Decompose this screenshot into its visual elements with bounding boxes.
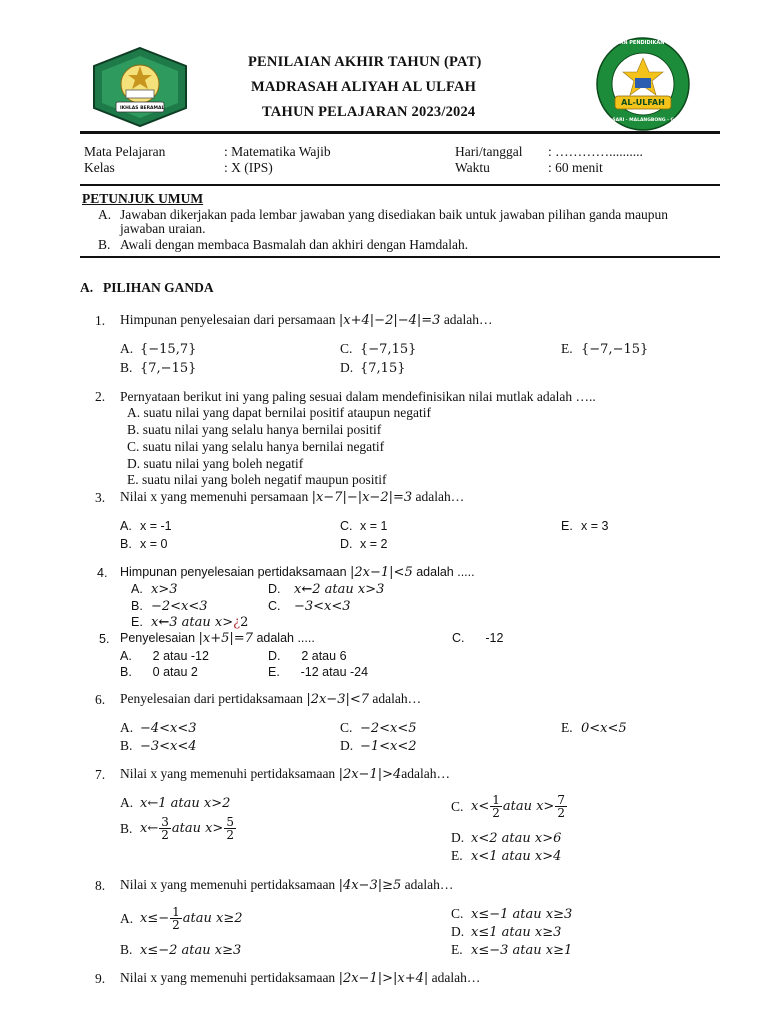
option-label: E. [451, 942, 463, 957]
question-suffix: adalah… [404, 877, 454, 892]
option-label: C. [340, 341, 353, 356]
option-var: x≤− [140, 911, 170, 926]
numerator: 3 [161, 815, 169, 829]
option-b [120, 537, 167, 551]
question-number: 3. [95, 490, 106, 505]
option-e [561, 341, 648, 357]
instruction-a-label: A. [98, 207, 112, 222]
option-label: A. [120, 341, 134, 356]
question-suffix: adalah… [372, 691, 422, 706]
option-label: C. [451, 906, 464, 921]
option-b [131, 599, 208, 614]
option-d [340, 537, 387, 551]
option-a [120, 519, 172, 533]
class-label: Kelas [84, 160, 115, 175]
option-value: 2 atau x>3 [312, 582, 385, 597]
question-number: 1. [95, 313, 106, 328]
option-label: E. [561, 341, 573, 356]
option-c [340, 519, 387, 533]
question-text [120, 766, 450, 782]
instruction-a-line-2: jawaban uraian. [120, 221, 206, 236]
option-label: A. [120, 720, 134, 735]
option-label: B. [120, 942, 133, 957]
option-value: {−7,−15} [581, 342, 649, 357]
instruction-a-line-1: Jawaban dikerjakan pada lembar jawaban yang disediakan baik untuk jawaban pilihan ganda maupun [120, 207, 669, 222]
option-label: B. [131, 599, 143, 613]
option-d [340, 360, 406, 376]
option-artifact: ¿ [233, 615, 241, 630]
question-text: Pernyataan berikut ini yang paling sesuai dalam mendefinisikan nilai mutlak adalah ….. [120, 389, 596, 404]
option-value: x≤−2 atau x≥3 [140, 943, 242, 958]
option-a: A. suatu nilai yang dapat bernilai positif ataupun negatif [127, 405, 432, 420]
option-label: D. [340, 360, 354, 375]
option-a: A. 2 atau -12 [120, 649, 209, 663]
option-label: D. [451, 830, 465, 845]
option-c [340, 341, 416, 357]
question-number: 6. [95, 692, 106, 707]
option-b [120, 738, 197, 754]
option-e [561, 519, 608, 533]
option-d: D. 2 atau 6 [268, 649, 347, 663]
option-tail: 2 [240, 615, 249, 630]
option-b [120, 942, 241, 958]
option-value: x≤1 atau x≥3 [471, 925, 562, 940]
option-value: x = -1 [140, 519, 172, 533]
option-value: x>3 [151, 582, 178, 597]
option-value: {−7,15} [360, 342, 417, 357]
option-a [120, 795, 230, 811]
option-a [131, 582, 178, 597]
option-value: x = 2 [360, 537, 388, 551]
option-b: B. 0 atau 2 [120, 665, 198, 679]
madrasah-logo-left [90, 44, 190, 130]
question-suffix: adalah… [415, 489, 465, 504]
option-label: A. [131, 582, 143, 596]
fraction [170, 906, 182, 931]
question-stem: Nilai x yang memenuhi pertidaksamaan [120, 766, 336, 781]
option-value: x<1 atau x>4 [471, 849, 562, 864]
question-number: 9. [95, 971, 106, 986]
option-c: C. suatu nilai yang selalu hanya bernilai negatif [127, 439, 385, 454]
question-stem: Himpunan penyelesaian dari persamaan [120, 312, 336, 327]
option-value: −2<x<5 [360, 721, 417, 736]
option-value: −3<x<4 [140, 739, 197, 754]
fraction [224, 816, 236, 841]
equation: |x+5|=7 [198, 631, 253, 646]
numerator: 7 [557, 793, 565, 807]
equation: |2x−1|>4 [338, 767, 402, 782]
denominator: 2 [161, 828, 169, 842]
option-value: x≤−3 atau x≥1 [471, 943, 573, 958]
option-label: E. [561, 720, 573, 735]
option-e: E. -12 atau -24 [268, 665, 369, 679]
option-value: atau x≥2 [182, 911, 243, 926]
option-value: 3 atau x> [169, 615, 234, 630]
option-value: atau x> [502, 799, 555, 814]
option-b [120, 816, 237, 841]
option-a [120, 341, 196, 357]
header-line-2: MADRASAH ALIYAH AL ULFAH [251, 79, 477, 95]
subject-value: : Matematika Wajib [224, 144, 331, 159]
question-suffix: adalah… [443, 312, 493, 327]
option-e [131, 615, 248, 630]
option-e [451, 942, 572, 958]
option-label: D. [340, 738, 354, 753]
equation: |2x−1|>|x+4| [338, 971, 429, 986]
option-d: D. suatu nilai yang boleh negatif [127, 456, 304, 471]
option-d [268, 582, 384, 597]
option-var: x← [140, 821, 159, 836]
equation: |2x−1|<5 [350, 565, 413, 580]
option-label: D. [451, 924, 465, 939]
question-stem: Penyelesaian dari pertidaksamaan [120, 691, 303, 706]
option-c: C. -12 [452, 631, 504, 645]
question-number: 8. [95, 878, 106, 893]
instructions-title: PETUNJUK UMUM [82, 191, 204, 206]
option-b: B. suatu nilai yang selalu hanya bernilai positif [127, 422, 382, 437]
option-d [340, 738, 417, 754]
question-text [120, 691, 421, 707]
numerator: 1 [172, 905, 180, 919]
left-logo-motto: IKHLAS BERAMAL [120, 106, 165, 111]
option-a [120, 720, 197, 736]
question-suffix: adalah ..... [416, 565, 475, 579]
option-value: x = 0 [140, 537, 168, 551]
option-label: B. [120, 537, 132, 551]
question-stem: Nilai x yang memenuhi pertidaksamaan [120, 877, 336, 892]
option-label: D. [268, 582, 281, 596]
instruction-b-text: Awali dengan membaca Basmalah dan akhiri dengan Hamdalah. [120, 237, 469, 252]
section-label: A. [80, 280, 94, 295]
option-value: x≤−1 atau x≥3 [471, 907, 573, 922]
time-label: Waktu [455, 160, 490, 175]
option-arrow: ← [301, 582, 313, 597]
denominator: 2 [226, 828, 234, 842]
question-suffix: adalah… [401, 766, 450, 781]
question-stem: Nilai x yang memenuhi pertidaksamaan [120, 970, 336, 985]
option-value: {7,−15} [140, 361, 197, 376]
option-d [451, 830, 561, 846]
question-text [120, 877, 453, 893]
header-divider [80, 131, 720, 134]
option-value: −4<x<3 [140, 721, 197, 736]
option-c [268, 599, 351, 614]
option-value: 0<x<5 [581, 721, 627, 736]
question-number: 5. [99, 632, 110, 646]
time-value: : 60 menit [548, 160, 603, 175]
option-label: C. [340, 519, 353, 533]
header-line-1: PENILAIAN AKHIR TAHUN (PAT) [248, 54, 482, 70]
question-stem: Himpunan penyelesaian pertidaksamaan [120, 565, 347, 579]
option-value: −1<x<2 [360, 739, 417, 754]
class-value: : X (IPS) [224, 160, 273, 175]
option-value: {−15,7} [140, 342, 197, 357]
fraction [159, 816, 171, 841]
question-stem: Penyelesaian [120, 631, 196, 645]
question-text [120, 489, 464, 505]
date-value: : ………….......... [548, 144, 643, 159]
option-label: C. [340, 720, 353, 735]
fraction [490, 794, 502, 819]
option-c [451, 906, 572, 922]
instructions-divider [80, 256, 720, 258]
option-var: x [294, 582, 302, 597]
question-text [120, 565, 475, 580]
right-logo-banner: AL-ULFAH [621, 98, 665, 107]
question-text [120, 631, 315, 646]
option-var: x [151, 615, 159, 630]
question-text [120, 970, 480, 986]
question-text [120, 312, 493, 328]
option-label: D. [340, 537, 353, 551]
numerator: 1 [492, 793, 500, 807]
question-number: 7. [95, 767, 106, 782]
option-label: E. [131, 615, 143, 629]
question-stem: Nilai x yang memenuhi persamaan [120, 489, 309, 504]
option-label: A. [120, 519, 132, 533]
option-e [451, 848, 561, 864]
option-value: atau x> [171, 821, 224, 836]
option-a [120, 906, 243, 931]
equation: |x−7|−|x−2|=3 [311, 490, 413, 505]
option-label: E. [561, 519, 573, 533]
question-number: 4. [97, 566, 108, 580]
denominator: 2 [557, 806, 565, 820]
option-b [120, 360, 196, 376]
option-label: C. [451, 798, 464, 814]
option-value: x = 1 [360, 519, 388, 533]
fraction [555, 794, 567, 819]
option-value: −3<x<3 [294, 599, 351, 614]
option-label: A. [120, 910, 134, 926]
right-logo-ring-top: YAYASAN PENDIDIKAN ISLAM [602, 40, 684, 46]
option-label: B. [120, 820, 133, 836]
date-label: Hari/tanggal [455, 144, 523, 159]
right-logo-ring-bottom: BEJI SARI · MALANGBONG · GARUT [601, 118, 688, 123]
option-label: B. [120, 738, 133, 753]
info-divider [80, 184, 720, 186]
option-e: E. suatu nilai yang boleh negatif maupun positif [127, 472, 387, 487]
equation: |4x−3|≥5 [338, 878, 402, 893]
option-value: −2<x<3 [151, 599, 208, 614]
option-d [451, 924, 561, 940]
option-value: x<2 atau x>6 [471, 831, 562, 846]
denominator: 2 [492, 806, 500, 820]
numerator: 5 [226, 815, 234, 829]
instruction-b-label: B. [98, 237, 111, 252]
denominator: 2 [172, 918, 180, 932]
option-c [451, 794, 568, 819]
option-value: x = 3 [581, 519, 609, 533]
option-label: C. [268, 599, 281, 613]
option-label: A. [120, 795, 134, 810]
subject-label: Mata Pelajaran [84, 144, 166, 159]
question-number: 2. [95, 389, 106, 404]
option-value: {7,15} [360, 361, 406, 376]
equation: |x+4|−2|−4|=3 [338, 313, 441, 328]
yayasan-logo-right [595, 36, 691, 132]
question-suffix: adalah… [431, 970, 481, 985]
question-suffix: adalah ..... [256, 631, 315, 645]
header-line-3: TAHUN PELAJARAN 2023/2024 [262, 104, 476, 120]
option-arrow: ← [158, 615, 170, 630]
option-label: B. [120, 360, 133, 375]
option-c [340, 720, 417, 736]
option-value: x←1 atau x>2 [140, 796, 231, 811]
equation: |2x−3|<7 [306, 692, 370, 707]
option-var: x< [471, 799, 490, 814]
option-label: E. [451, 848, 463, 863]
option-e [561, 720, 627, 736]
section-title: PILIHAN GANDA [103, 280, 214, 295]
